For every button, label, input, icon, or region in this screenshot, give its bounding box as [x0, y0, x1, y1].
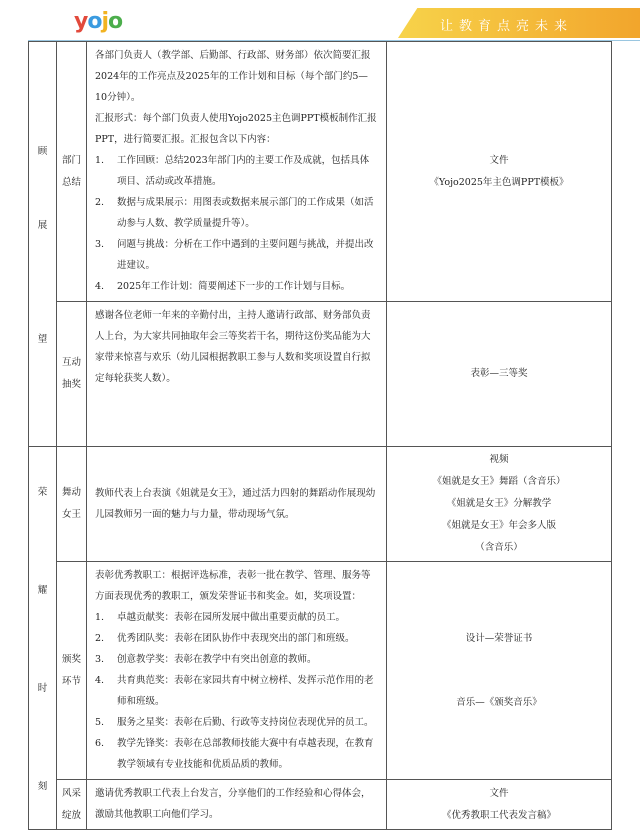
list-item: 1. 卓越贡献奖：表彰在园所发展中做出重要贡献的员工。: [95, 612, 346, 623]
row-label-dept: 部门总结: [57, 42, 87, 302]
section-char: 耀: [37, 585, 48, 596]
section-char: 刻: [37, 781, 48, 792]
list-item: 5. 服务之星奖：表彰在后勤、行政等支持岗位表现优异的员工。: [95, 717, 374, 728]
section-char: 顾: [37, 146, 48, 157]
dance-material: 视频 《姐就是女王》舞蹈（含音乐） 《姐就是女王》分解教学 《姐就是女王》年会多人版 （含音乐）: [387, 447, 612, 562]
section-char: 望: [37, 334, 48, 345]
list-item: 4. 2025年工作计划：简要阐述下一步的工作计划与目标。: [95, 281, 351, 292]
agenda-table: [28, 41, 612, 830]
section-review-label: [29, 42, 57, 447]
dept-material: 文件 《Yojo2025年主色调PPT模板》: [387, 42, 612, 302]
logo-letter-o: o: [87, 9, 102, 34]
section-char: 时: [37, 683, 48, 694]
section-char: 展: [37, 220, 48, 231]
section-char: 荣: [37, 487, 48, 498]
logo-letter-o2: o: [108, 9, 123, 34]
row-label-dance: 舞动女王: [57, 447, 87, 562]
list-item: 1. 工作回顾：总结2023年部门内的主要工作及成就，包括具体项目、活动或改革措施。: [95, 155, 370, 187]
table-row: [29, 780, 612, 830]
dept-intro: 各部门负责人（教学部、后勤部、行政部、财务部）依次简要汇报2024年的工作亮点及2025年的工作计划和目标（每个部门约5—10分钟）。: [95, 50, 371, 103]
table-row: [29, 302, 612, 447]
list-item: 3. 创意教学奖：表彰在教学中有突出创意的教师。: [95, 654, 317, 665]
speech-material: 文件 《优秀教职工代表发言稿》: [387, 780, 612, 830]
award-intro: 表彰优秀教职工：根据评选标准，表彰一批在教学、管理、服务等方面表现优秀的教职工，颁发荣誉证书和奖金。如，奖项设置：: [95, 570, 371, 602]
yojo-logo: [74, 9, 122, 34]
award-content: [87, 562, 387, 780]
page-header: [0, 0, 640, 42]
row-label-speech: 风采绽放: [57, 780, 87, 830]
slogan-text: 让教育点亮未来: [440, 19, 574, 34]
section-honor-label: [29, 447, 57, 830]
logo-letter-y: y: [74, 9, 88, 34]
list-item: 4. 共育典范奖：表彰在家园共育中树立榜样、发挥示范作用的老师和班级。: [95, 675, 374, 707]
interact-content: 感谢各位老师一年来的辛勤付出，主持人邀请行政部、财务部负责人上台，为大家共同抽取年会三等奖若干名，期待这份奖品能为大家带来惊喜与欢乐（幼儿园根据教职工参与人数和奖项设置自行拟定每轮获奖人数）。: [87, 302, 387, 447]
list-item: 6. 教学先锋奖：表彰在总部教师技能大赛中有卓越表现，在教育教学领域有专业技能和优质品质的教师。: [95, 738, 374, 770]
list-item: 3. 问题与挑战：分析在工作中遇到的主要问题与挑战，并提出改进建议。: [95, 239, 374, 271]
table-row: [29, 562, 612, 780]
table-row: [29, 42, 612, 302]
logo-letter-j: j: [101, 9, 109, 34]
dept-content: [87, 42, 387, 302]
list-item: 2. 数据与成果展示：用图表或数据来展示部门的工作成果（如活动参与人数、教学质量提升等）。: [95, 197, 374, 229]
interact-material: 表彰—三等奖: [387, 302, 612, 447]
dance-content: 教师代表上台表演《姐就是女王》，通过活力四射的舞蹈动作展现幼儿园教师另一面的魅力与力量，带动现场气氛。: [87, 447, 387, 562]
dept-format: 汇报形式：每个部门负责人使用Yojo2025主色调PPT模板制作汇报PPT，进行简要汇报。汇报包含以下内容：: [95, 113, 377, 145]
speech-content: 邀请优秀教职工代表上台发言，分享他们的工作经验和心得体会，激励其他教职工向他们学习。: [87, 780, 387, 830]
list-item: 2. 优秀团队奖：表彰在团队协作中表现突出的部门和班级。: [95, 633, 355, 644]
row-label-award: 颁奖环节: [57, 562, 87, 780]
table-row: [29, 447, 612, 562]
row-label-interact: 互动抽奖: [57, 302, 87, 447]
award-material: 设计—荣誉证书 音乐—《颁奖音乐》: [387, 562, 612, 780]
